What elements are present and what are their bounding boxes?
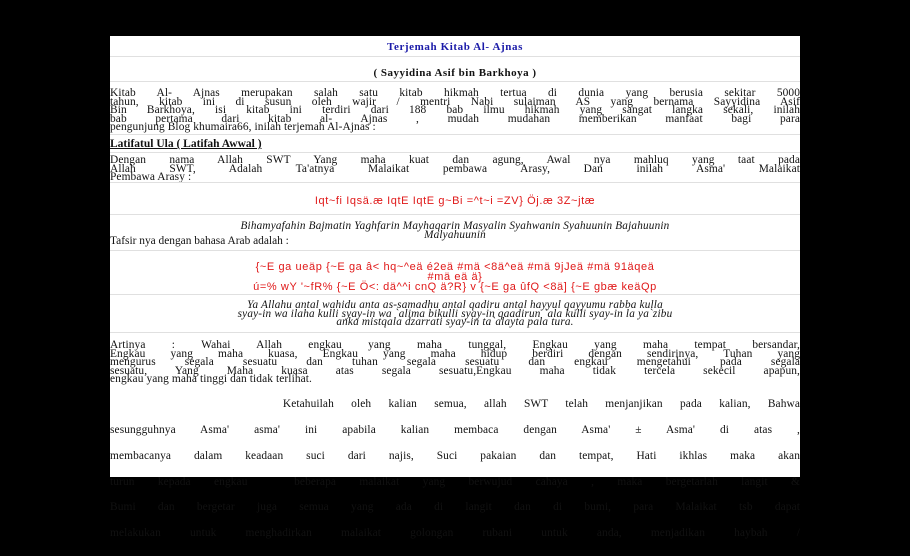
closing-line: membacanya dalam keadaan suci dari najis, Suci pakaian dan tempat, Hati ikhlas maka akan	[110, 449, 800, 462]
tafsir-label: Tafsir nya dengan bahasa Arab adalah :	[110, 235, 289, 247]
divider	[110, 182, 800, 183]
artinya-line: sesuatu, Yang Maha kuasa atas segala sesuatu,Engkau maha tidak tercela sekecil apapun,	[110, 364, 800, 377]
closing-line: Ketahuilah oleh kalian semua, allah SWT telah menjanjikan pada kalian, Bahwa	[110, 398, 800, 411]
transliteration-line: Bihamyafahin Bajmatin Yaghfarin Mayhaqarin Masyalin Syahwanin Syahuunin Bajahuunin	[240, 220, 670, 232]
arabic-text-1: Iqt~fi Iqsä.æ IqtE IqtE g~Bi =^t~i =ZV} Öj.æ 3Z~jtæ	[314, 195, 596, 207]
transliteration-line: anka mistqala dzarrati syay-in ta`alayta pala tura.	[336, 316, 574, 329]
intro-line: bab pertama dari kitab al- Ajnas , mudah mudahan memberikan manfaat bagi para	[110, 112, 800, 125]
artinya-line: Engkau yang maha kuasa, Engkau yang maha hidup berdiri dengan sendirinya, Tuhan yang	[110, 347, 800, 360]
transliteration-line: Malyahuunin	[424, 228, 486, 241]
divider	[110, 294, 800, 295]
section-heading: Latifatul Ula ( Latifah Awwal )	[110, 138, 262, 150]
artinya-line: Artinya : Wahai Allah engkau yang maha tunggal, Engkau yang maha tempat bersandar,	[110, 339, 800, 351]
intro-line: pengunjung Blog khumaira66, inilah terjemah Al-Ajnas :	[110, 121, 376, 134]
document-page	[110, 36, 800, 540]
intro-line: Bin Barkhoya, isi kitab ini terdiri dari 188 bab ilmu hikmah yang sangat langka sekali, inilah	[110, 104, 800, 117]
section-intro-line: Pembawa Arasy :	[110, 171, 192, 184]
divider	[110, 152, 800, 153]
closing-line: turun kepada engkau beberapa malaikat yang berwujud cahaya , maka bergetarlah langit &	[110, 475, 800, 488]
closing-line: Bumi dan bergetar juga semua yang ada di langit dan di bumi, para Malaikat tsb dapat	[110, 501, 800, 514]
arabic-text-2	[110, 262, 800, 292]
document-subtitle: ( Sayyidina Asif bin Barkhoya )	[373, 67, 537, 79]
divider	[110, 81, 800, 82]
document-title: Terjemah Kitab Al- Ajnas	[387, 41, 523, 53]
artinya-line: mengurus segala sesuatu dan tuhan segala sesuatu dan engkau mengetahui pada segala	[110, 356, 800, 369]
closing-paragraph	[110, 383, 800, 555]
intro-paragraph	[110, 89, 800, 132]
divider	[110, 214, 800, 215]
divider	[110, 134, 800, 135]
arabic-line: {~E ga ueäp {~E ga â< hq~^eä é2eä #mä <8ä^eä #mä 9jJeä #mä 91äqeä	[255, 261, 655, 273]
divider	[110, 56, 800, 57]
intro-line: Kitab Al- Ajnas merupakan salah satu kitab hikmah tertua di dunia yang berusia sekitar 5000	[110, 87, 800, 99]
artinya-paragraph	[110, 341, 800, 384]
closing-line: melakukan untuk menghadirkan malaikat golongan rubani untuk anda, menjadikan haybah /	[110, 527, 800, 540]
section-intro-paragraph	[110, 156, 800, 182]
section-intro-line: Dengan nama Allah SWT Yang maha kuat dan agung, Awal nya mahluq yang taat pada	[110, 154, 800, 166]
transliteration-2	[110, 301, 800, 327]
transliteration-line: Ya Allahu antal wahidu anta as-samadhu antal qadiru antal hayyul qayyumu rabba kulla	[247, 299, 663, 311]
section-intro-line: Allah SWT, Adalah Ta'atnya Malaikat pembawa Arasy, Dan inilah Asma' Malaikat	[110, 162, 800, 175]
divider	[110, 332, 800, 333]
closing-line: sesungguhnya Asma' asma' ini apabila kalian membaca dengan Asma' ± Asma' di atas ,	[110, 423, 800, 436]
arabic-line: #mä eä ä}	[427, 271, 483, 283]
divider	[110, 250, 800, 251]
artinya-line: engkau yang maha tinggi dan tidak terlihat.	[110, 373, 312, 386]
intro-line: tahun, kitab ini di susun oleh wajir / mentri Nabi sulaiman AS yang bernama Sayyidina Asif	[110, 95, 800, 108]
arabic-line: ú=% wY '~fR% {~E Ö<: dä^^i cnQ ä?R} v {~E ga ûfQ <8ä] {~E gbæ keäQp	[253, 281, 657, 293]
transliteration-line: syay-in wa ilaha kulli syay-in wa `alima bikulli syay-in qaadirun `ala kulli syay-in la ya`zibu	[237, 307, 673, 320]
